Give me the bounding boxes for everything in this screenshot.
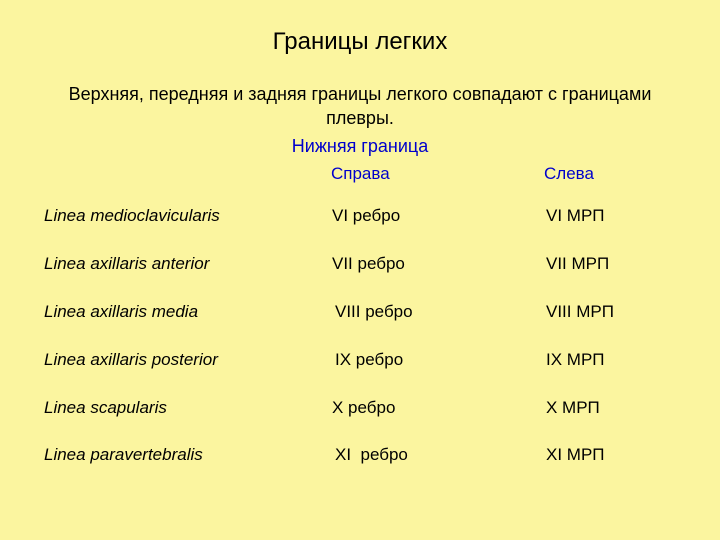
table-row	[0, 206, 720, 230]
right-value: XI ребро	[335, 445, 408, 464]
right-value: VI ребро	[332, 206, 401, 225]
left-value: VIII МРП	[546, 302, 614, 321]
table-row	[0, 254, 720, 278]
left-value: VII МРП	[546, 254, 610, 273]
right-value: VIII ребро	[335, 302, 413, 321]
table-row	[0, 302, 720, 326]
left-value: VI МРП	[546, 206, 605, 225]
line-name: Linea axillaris media	[44, 302, 199, 321]
line-name: Linea axillaris anterior	[44, 254, 210, 273]
table-row	[0, 350, 720, 374]
line-name: Linea axillaris posterior	[44, 350, 218, 369]
line-name: Linea scapularis	[44, 398, 167, 417]
lower-border-heading: Нижняя граница	[291, 136, 429, 156]
right-value: X ребро	[332, 398, 396, 417]
table-row	[0, 398, 720, 422]
column-header-left: Слева	[544, 164, 594, 183]
right-value: IX ребро	[335, 350, 404, 369]
line-name: Linea medioclavicularis	[44, 206, 220, 225]
intro-text: Верхняя, передняя и задняя границы легкого совпадают с границами плевры.	[68, 84, 652, 128]
left-value: X МРП	[546, 398, 600, 417]
column-header-right: Справа	[331, 164, 390, 183]
left-value: IX МРП	[546, 350, 605, 369]
line-name: Linea paravertebralis	[44, 445, 203, 464]
table-row	[0, 445, 720, 469]
left-value: XI МРП	[546, 445, 605, 464]
page-title: Границы легких	[272, 28, 448, 55]
right-value: VII ребро	[332, 254, 405, 273]
